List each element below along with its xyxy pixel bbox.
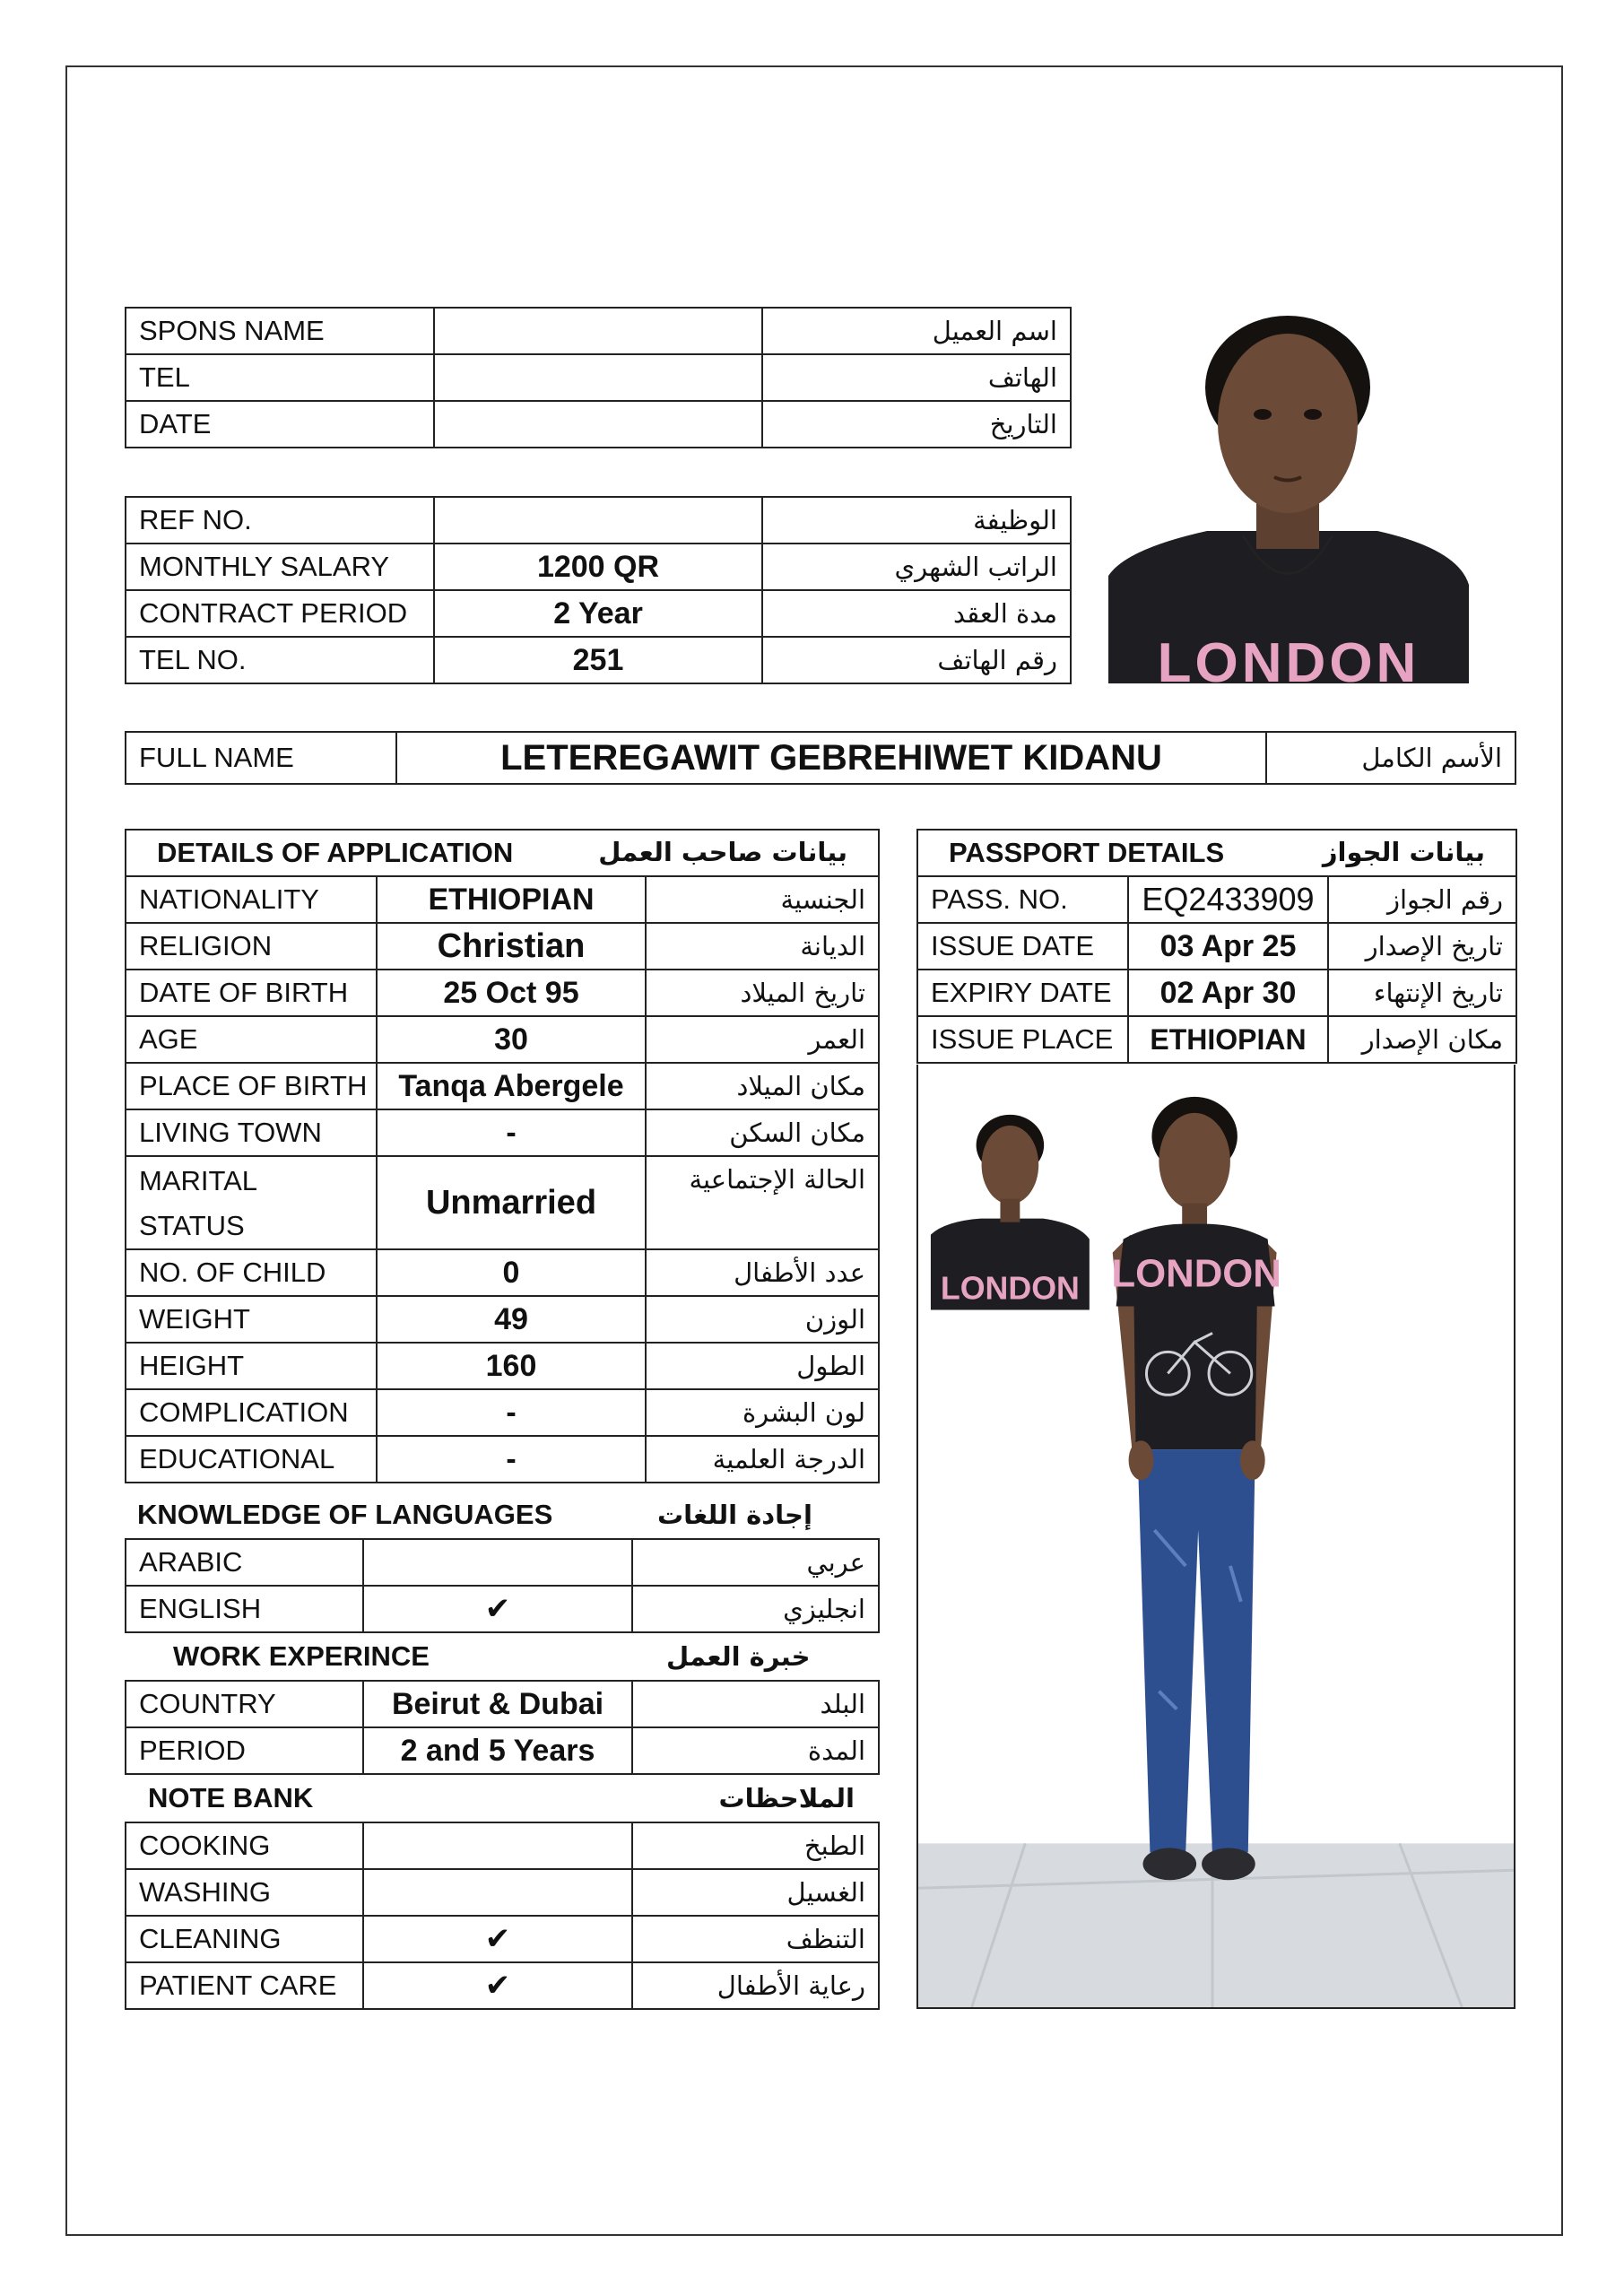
spons-name-label: SPONS NAME xyxy=(126,308,434,354)
table-row xyxy=(126,1016,879,1063)
full-body-photo-area xyxy=(916,1065,1515,2009)
table-row xyxy=(917,876,1516,923)
table-row xyxy=(126,732,1515,784)
tel-label-ar: الهاتف xyxy=(762,354,1071,401)
table-row xyxy=(917,830,1516,876)
no-of-child-label: NO. OF CHILD xyxy=(126,1249,377,1296)
cooking-label-ar: الطبخ xyxy=(632,1822,879,1869)
table-row xyxy=(126,1249,879,1296)
issue-place-label-ar: مكان الإصدار xyxy=(1328,1016,1516,1063)
table-row xyxy=(126,1109,879,1156)
contract-table xyxy=(125,496,1072,684)
complication-value: - xyxy=(377,1389,646,1436)
small-portrait xyxy=(931,1111,1090,1310)
table-row xyxy=(126,876,879,923)
table-row xyxy=(126,1586,879,1632)
issue-date-label: ISSUE DATE xyxy=(917,923,1128,970)
date-label: DATE xyxy=(126,401,434,448)
marital-status-value: Unmarried xyxy=(377,1156,646,1249)
notes-table xyxy=(125,1822,880,2010)
tel-value xyxy=(434,354,762,401)
tel-label: TEL xyxy=(126,354,434,401)
table-row xyxy=(126,970,879,1016)
expiry-date-value: 02 Apr 30 xyxy=(1128,970,1328,1016)
cleaning-check: ✔ xyxy=(363,1916,632,1962)
monthly-salary-value: 1200 QR xyxy=(434,544,762,590)
passport-title: PASSPORT DETAILS xyxy=(949,837,1225,868)
height-label: HEIGHT xyxy=(126,1343,377,1389)
contract-period-label-ar: مدة العقد xyxy=(762,590,1071,637)
educational-label-ar: الدرجة العلمية xyxy=(646,1436,879,1483)
nationality-value: ETHIOPIAN xyxy=(377,876,646,923)
expiry-date-label: EXPIRY DATE xyxy=(917,970,1128,1016)
contract-period-value: 2 Year xyxy=(434,590,762,637)
shirt-text: LONDON xyxy=(1157,632,1420,683)
ref-no-value xyxy=(434,497,762,544)
application-title-ar: بيانات صاحب العمل xyxy=(598,837,848,867)
age-label-ar: العمر xyxy=(646,1016,879,1063)
table-row xyxy=(126,1389,879,1436)
monthly-salary-label: MONTHLY SALARY xyxy=(126,544,434,590)
table-row xyxy=(126,1296,879,1343)
living-town-label: LIVING TOWN xyxy=(126,1109,377,1156)
passport-title-ar: بيانات الجواز xyxy=(1322,837,1486,867)
issue-place-value: ETHIOPIAN xyxy=(1128,1016,1328,1063)
date-label-ar: التاريخ xyxy=(762,401,1071,448)
experience-header xyxy=(125,1633,878,1680)
english-label-ar: انجليزي xyxy=(632,1586,879,1632)
application-table xyxy=(125,829,880,1483)
full-name-table xyxy=(125,731,1516,785)
educational-value: - xyxy=(377,1436,646,1483)
full-name-label-ar: الأسم الكامل xyxy=(1266,732,1515,784)
table-row xyxy=(126,1343,879,1389)
table-row xyxy=(126,544,1071,590)
monthly-salary-label-ar: الراتب الشهري xyxy=(762,544,1071,590)
table-row xyxy=(126,830,879,876)
languages-header xyxy=(125,1492,878,1538)
marital-status-label: MARITAL STATUS xyxy=(126,1156,377,1249)
table-row xyxy=(126,497,1071,544)
complication-label-ar: لون البشرة xyxy=(646,1389,879,1436)
english-check: ✔ xyxy=(363,1586,632,1632)
no-of-child-value: 0 xyxy=(377,1249,646,1296)
date-value xyxy=(434,401,762,448)
table-row xyxy=(126,923,879,970)
sponsor-table xyxy=(125,307,1072,448)
table-row xyxy=(125,1775,878,1822)
table-row xyxy=(126,590,1071,637)
tel-no-label: TEL NO. xyxy=(126,637,434,683)
spons-name-value xyxy=(434,308,762,354)
weight-label: WEIGHT xyxy=(126,1296,377,1343)
washing-label-ar: الغسيل xyxy=(632,1869,879,1916)
passport-table xyxy=(916,829,1517,1064)
table-row xyxy=(126,1156,879,1249)
portrait-photo xyxy=(1108,307,1469,683)
small-shirt-text: LONDON xyxy=(940,1270,1080,1307)
tel-no-value: 251 xyxy=(434,637,762,683)
educational-label: EDUCATIONAL xyxy=(126,1436,377,1483)
ref-no-label-ar: الوظيفة xyxy=(762,497,1071,544)
age-value: 30 xyxy=(377,1016,646,1063)
table-row xyxy=(126,1063,879,1109)
expiry-date-label-ar: تاريخ الإنتهاء xyxy=(1328,970,1516,1016)
place-of-birth-value: Tanqa Abergele xyxy=(377,1063,646,1109)
table-row xyxy=(126,354,1071,401)
cleaning-label: CLEANING xyxy=(126,1916,363,1962)
arabic-check xyxy=(363,1539,632,1586)
ref-no-label: REF NO. xyxy=(126,497,434,544)
tel-no-label-ar: رقم الهاتف xyxy=(762,637,1071,683)
dob-label: DATE OF BIRTH xyxy=(126,970,377,1016)
table-row xyxy=(126,1822,879,1869)
notes-title: NOTE BANK xyxy=(148,1782,314,1813)
pass-no-value: EQ2433909 xyxy=(1128,876,1328,923)
languages-title-ar: إجادة اللغات xyxy=(657,1500,812,1530)
table-row xyxy=(126,1727,879,1774)
table-row xyxy=(126,1962,879,2009)
spons-name-label-ar: اسم العميل xyxy=(762,308,1071,354)
table-row xyxy=(126,1436,879,1483)
table-row xyxy=(126,1681,879,1727)
place-of-birth-label-ar: مكان الميلاد xyxy=(646,1063,879,1109)
living-town-value: - xyxy=(377,1109,646,1156)
religion-value: Christian xyxy=(377,923,646,970)
table-row xyxy=(917,1016,1516,1063)
table-row xyxy=(126,1539,879,1586)
dob-label-ar: تاريخ الميلاد xyxy=(646,970,879,1016)
pass-no-label: PASS. NO. xyxy=(917,876,1128,923)
period-label-ar: المدة xyxy=(632,1727,879,1774)
issue-date-value: 03 Apr 25 xyxy=(1128,923,1328,970)
height-label-ar: الطول xyxy=(646,1343,879,1389)
patient-care-label-ar: رعاية الأطفال xyxy=(632,1962,879,2009)
issue-place-label: ISSUE PLACE xyxy=(917,1016,1128,1063)
age-label: AGE xyxy=(126,1016,377,1063)
no-of-child-label-ar: عدد الأطفال xyxy=(646,1249,879,1296)
table-row xyxy=(125,1633,878,1680)
languages-title: KNOWLEDGE OF LANGUAGES xyxy=(137,1499,553,1530)
nationality-label: NATIONALITY xyxy=(126,876,377,923)
full-name-label: FULL NAME xyxy=(126,732,396,784)
height-value: 160 xyxy=(377,1343,646,1389)
languages-table xyxy=(125,1538,880,1633)
marital-status-label-ar: الحالة الإجتماعية xyxy=(646,1156,879,1249)
patient-care-label: PATIENT CARE xyxy=(126,1962,363,2009)
table-row xyxy=(126,637,1071,683)
contract-period-label: CONTRACT PERIOD xyxy=(126,590,434,637)
living-town-label-ar: مكان السكن xyxy=(646,1109,879,1156)
notes-title-ar: الملاحظات xyxy=(718,1783,855,1813)
period-label: PERIOD xyxy=(126,1727,363,1774)
table-row xyxy=(125,1492,878,1538)
table-row xyxy=(126,308,1071,354)
table-row xyxy=(917,923,1516,970)
nationality-label-ar: الجنسية xyxy=(646,876,879,923)
table-row xyxy=(126,401,1071,448)
arabic-label-ar: عربي xyxy=(632,1539,879,1586)
pass-no-label-ar: رقم الجواز xyxy=(1328,876,1516,923)
table-row xyxy=(126,1869,879,1916)
experience-title: WORK EXPERINCE xyxy=(173,1640,430,1672)
standing-shirt-text: LONDON xyxy=(1111,1251,1281,1296)
dob-value: 25 Oct 95 xyxy=(377,970,646,1016)
table-row xyxy=(917,970,1516,1016)
experience-table xyxy=(125,1680,880,1775)
country-label-ar: البلد xyxy=(632,1681,879,1727)
washing-check xyxy=(363,1869,632,1916)
weight-label-ar: الوزن xyxy=(646,1296,879,1343)
place-of-birth-label: PLACE OF BIRTH xyxy=(126,1063,377,1109)
table-row xyxy=(126,1916,879,1962)
patient-care-check: ✔ xyxy=(363,1962,632,2009)
cleaning-label-ar: التنظف xyxy=(632,1916,879,1962)
country-label: COUNTRY xyxy=(126,1681,363,1727)
religion-label: RELIGION xyxy=(126,923,377,970)
country-value: Beirut & Dubai xyxy=(363,1681,632,1727)
full-name-value: LETEREGAWIT GEBREHIWET KIDANU xyxy=(396,732,1266,784)
cooking-label: COOKING xyxy=(126,1822,363,1869)
issue-date-label-ar: تاريخ الإصدار xyxy=(1328,923,1516,970)
english-label: ENGLISH xyxy=(126,1586,363,1632)
weight-value: 49 xyxy=(377,1296,646,1343)
experience-title-ar: خبرة العمل xyxy=(666,1641,811,1672)
cooking-check xyxy=(363,1822,632,1869)
arabic-label: ARABIC xyxy=(126,1539,363,1586)
religion-label-ar: الديانة xyxy=(646,923,879,970)
notes-header xyxy=(125,1775,878,1822)
period-value: 2 and 5 Years xyxy=(363,1727,632,1774)
complication-label: COMPLICATION xyxy=(126,1389,377,1436)
washing-label: WASHING xyxy=(126,1869,363,1916)
application-title: DETAILS OF APPLICATION xyxy=(157,837,514,868)
